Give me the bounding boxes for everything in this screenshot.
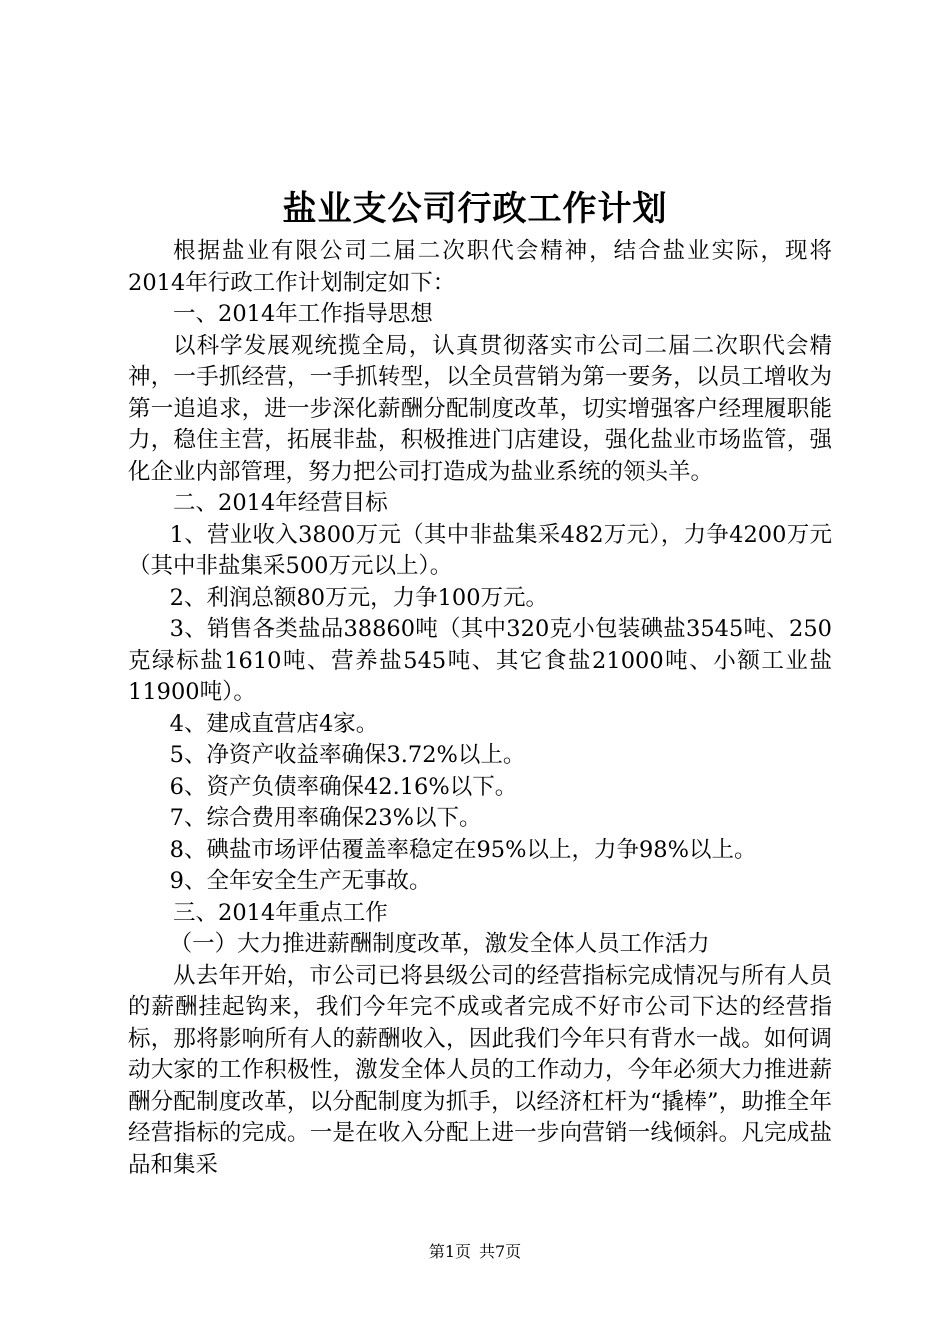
- document-body: [128, 236, 832, 1181]
- section-heading-guiding-thought: 一、2014年工作指导思想: [173, 301, 433, 327]
- target-item-stores: 4、建成直营店4家。: [169, 710, 379, 737]
- target-item-salt-sales: 3、销售各类盐品38860吨（其中320克小包装碘盐3545吨、250克绿标盐1610吨、营养盐545吨、其它食盐21000吨、小额工业盐11900吨）。: [128, 616, 832, 705]
- section-heading-key-work: 三、2014年重点工作: [173, 899, 388, 926]
- page-total: 共7页: [479, 1242, 522, 1261]
- section-heading-business-targets: 二、2014年经营目标: [173, 490, 388, 516]
- target-item-safety: 9、全年安全生产无事故。: [169, 868, 432, 894]
- page-footer: [0, 1241, 950, 1263]
- salary-reform-paragraph: 从去年开始，市公司已将县级公司的经营指标完成情况与所有人员的薪酬挂起钩来，我们今年完不成或者完成不好市公司下达的经营指标，那将影响所有人的薪酬收入，因此我们今年只有背水一战。如何调动大家的工作积极性，激发全体人员的工作动力，今年必须大力推进薪酬分配制度改革，以分配制度为抓手，以经济杠杆为“撬棒”，助推全年经营指标的完成。一是在收入分配上进一步向营销一线倾斜。凡完成盐品和集采: [128, 962, 832, 1178]
- target-item-roe: 5、净资产收益率确保3.72%以上。: [169, 742, 526, 768]
- guiding-thought-paragraph: 以科学发展观统揽全局，认真贯彻落实市公司二届二次职代会精神，一手抓经营，一手抓转型，以全员营销为第一要务，以员工增收为第一追追求，进一步深化薪酬分配制度改革，切实增强客户经理履职能力，稳住主营，拓展非盐，积极推进门店建设，强化盐业市场监管，强化企业内部管理，努力把公司打造成为盐业系统的领头羊。: [128, 332, 832, 485]
- target-item-revenue: 1、营业收入3800万元（其中非盐集采482万元），力争4200万元（其中非盐集采500万元以上）。: [128, 521, 832, 579]
- target-item-expense-ratio: 7、综合费用率确保23%以下。: [169, 805, 482, 831]
- subsection-heading-salary-reform: （一）大力推进薪酬制度改革，激发全体人员工作活力: [169, 931, 710, 957]
- target-item-profit: 2、利润总额80万元，力争100万元。: [169, 584, 549, 611]
- page-number: 第1页: [428, 1242, 471, 1261]
- document-title: 盐业支公司行政工作计划: [282, 189, 668, 229]
- intro-paragraph: 根据盐业有限公司二届二次职代会精神，结合盐业实际，现将2014年行政工作计划制定如下：: [128, 238, 832, 296]
- target-item-coverage: 8、碘盐市场评估覆盖率稳定在95%以上，力争98%以上。: [169, 836, 757, 863]
- target-item-debt-ratio: 6、资产负债率确保42.16%以下。: [169, 773, 518, 800]
